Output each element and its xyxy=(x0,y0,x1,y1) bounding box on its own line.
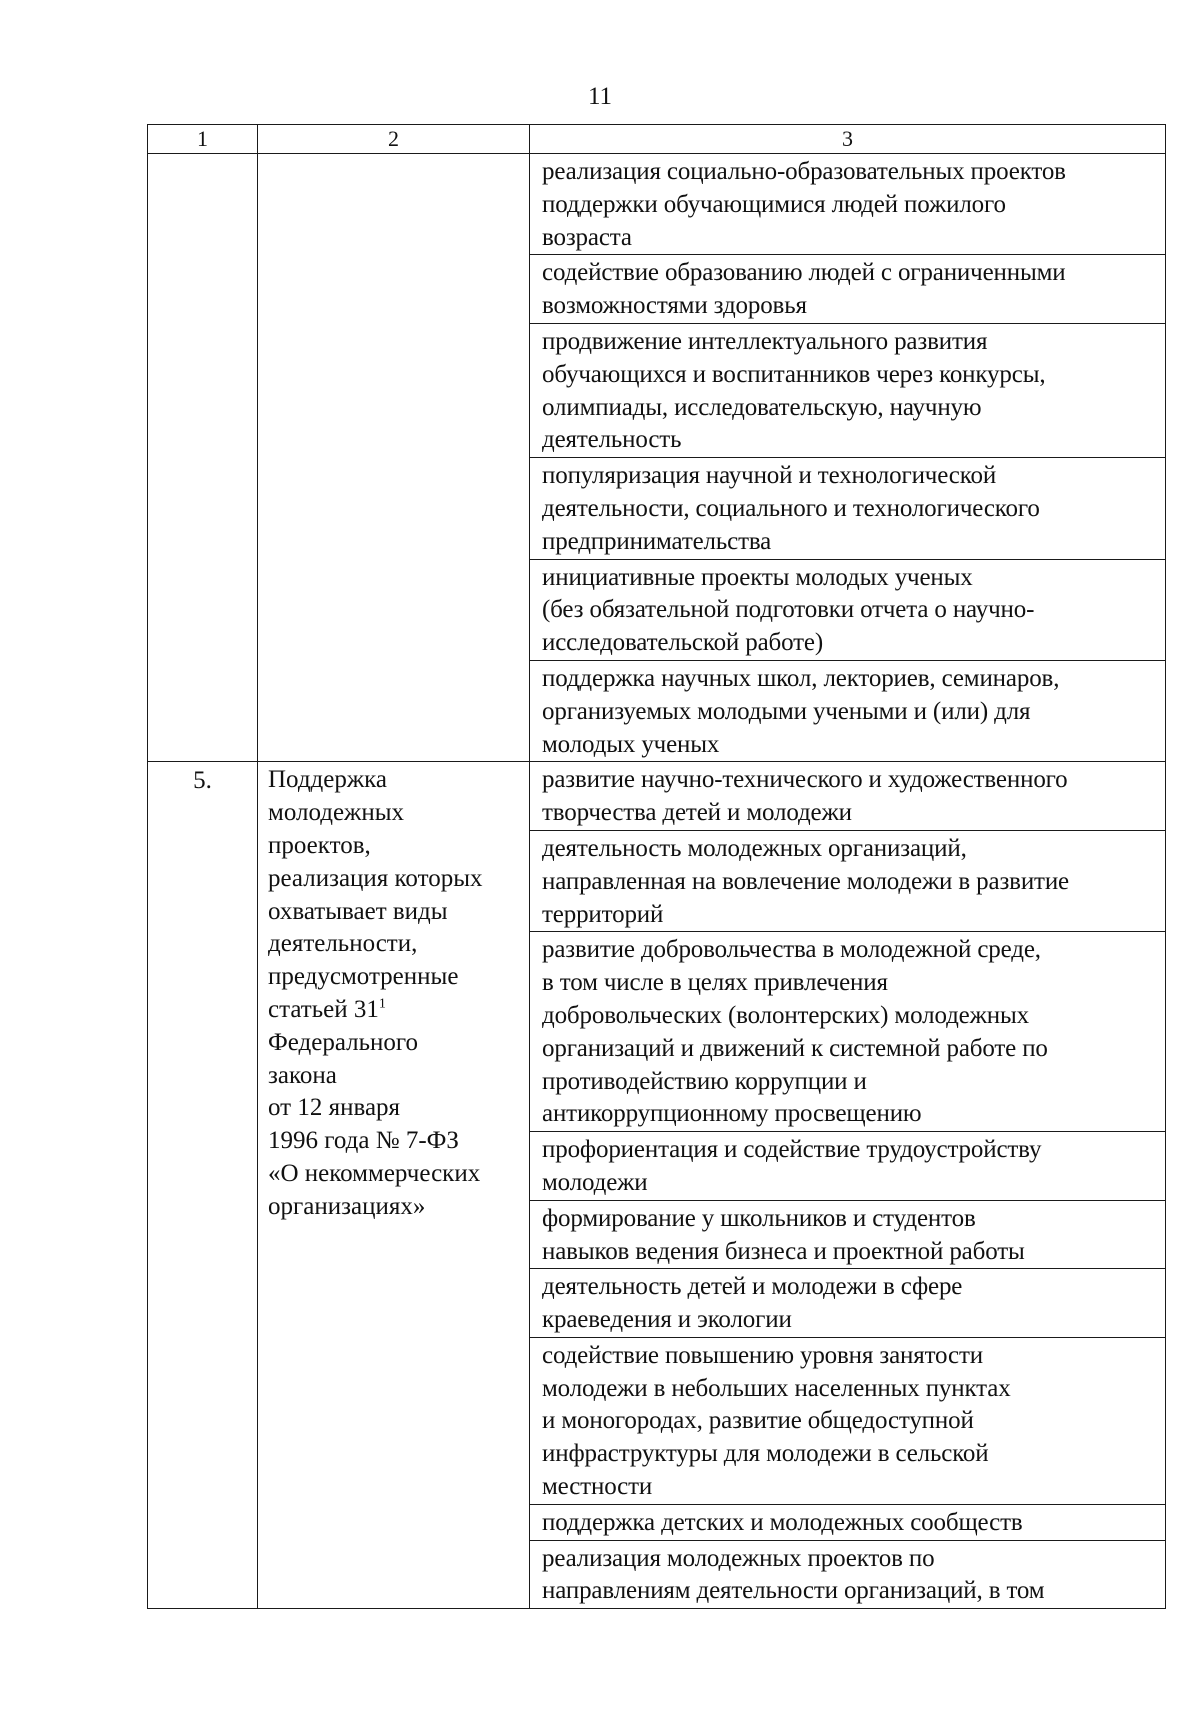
row-title-line: Федерального xyxy=(268,1028,419,1056)
activity-item-line: молодежи xyxy=(542,1168,648,1196)
row-title-line: Поддержка xyxy=(268,766,388,794)
activity-item-line: продвижение интеллектуального развития xyxy=(542,327,988,355)
row-title-line: от 12 января xyxy=(268,1094,401,1122)
activity-item-line: деятельность молодежных организаций, xyxy=(542,834,967,862)
article-superscript: 1 xyxy=(378,996,386,1012)
activity-item-line: развитие научно-технического и художественного xyxy=(542,766,1068,794)
row-title-line: «О некоммерческих xyxy=(268,1159,481,1187)
row-title-cell xyxy=(258,762,530,1609)
activity-item-line: реализация социально-образовательных проектов xyxy=(542,158,1066,185)
activity-item xyxy=(530,831,1165,932)
row-title-cell xyxy=(258,154,530,762)
row-number-cell xyxy=(148,154,258,762)
activity-item-line: поддержки обучающимися людей пожилого xyxy=(542,190,1006,218)
activity-item xyxy=(530,1541,1165,1609)
row-title-line: закона xyxy=(268,1061,337,1089)
activity-item-line: формирование у школьников и студентов xyxy=(542,1204,976,1232)
activity-item-line: реализация молодежных проектов по xyxy=(542,1544,935,1572)
column-header-1: 1 xyxy=(148,125,258,154)
activity-item xyxy=(530,762,1165,831)
activity-item-line: противодействию коррупции и xyxy=(542,1067,867,1095)
activity-item xyxy=(530,661,1165,761)
activity-item-line: профориентация и содействие трудоустройству xyxy=(542,1136,1042,1164)
activity-item-line: и моногородах, развитие общедоступной xyxy=(542,1407,974,1435)
column-header-3: 3 xyxy=(530,125,1166,154)
activity-item-line: инициативные проекты молодых ученых xyxy=(542,563,973,591)
activity-item-line: инфраструктуры для молодежи в сельской xyxy=(542,1440,989,1468)
activity-item-line: содействие образованию людей с ограниченными xyxy=(542,259,1066,287)
row-title-line: 1996 года № 7-ФЗ xyxy=(268,1127,459,1155)
row-number-cell: 5. xyxy=(148,762,258,1609)
row-title-line: предусмотренные xyxy=(268,963,459,991)
activity-item-line: навыков ведения бизнеса и проектной работы xyxy=(542,1237,1025,1265)
activity-item-line: организуемых молодыми учеными и (или) для xyxy=(542,697,1031,725)
row-title-line-text: статьей 31 xyxy=(268,995,379,1023)
activity-item xyxy=(530,932,1165,1132)
row-title-line: проектов, xyxy=(268,831,371,859)
activity-item xyxy=(530,560,1165,661)
activity-item xyxy=(530,1201,1165,1270)
activity-item-line: деятельность xyxy=(542,426,682,454)
activity-item-line: (без обязательной подготовки отчета о научно- xyxy=(542,596,1035,624)
document-table xyxy=(147,124,1166,1609)
row-title-line xyxy=(268,994,523,1027)
activity-item-line: популяризация научной и технологической xyxy=(542,462,997,490)
activity-item xyxy=(530,324,1165,458)
activity-item-line: обучающихся и воспитанников через конкурсы, xyxy=(542,360,1046,388)
row-title-line: деятельности, xyxy=(268,930,418,958)
activity-item xyxy=(530,458,1165,559)
activity-item xyxy=(530,1132,1165,1201)
activity-item-line: молодых ученых xyxy=(542,730,720,758)
activity-item-line: в том числе в целях привлечения xyxy=(542,969,888,997)
activity-item-line: деятельность детей и молодежи в сфере xyxy=(542,1273,963,1301)
activity-item-line: краеведения и экологии xyxy=(542,1306,792,1334)
row-items-cell xyxy=(530,762,1166,1609)
activity-item-line: содействие повышению уровня занятости xyxy=(542,1341,983,1369)
activity-item-line: деятельности, социального и технологического xyxy=(542,494,1040,522)
row-title-line: охватывает виды xyxy=(268,897,448,925)
page-number: 11 xyxy=(587,83,613,110)
activity-item-line: молодежи в небольших населенных пунктах xyxy=(542,1374,1011,1402)
activity-item xyxy=(530,1338,1165,1505)
activity-item xyxy=(530,255,1165,324)
activity-item xyxy=(530,1505,1165,1541)
table-row-continuation xyxy=(148,154,1166,762)
activity-item-line: антикоррупционному просвещению xyxy=(542,1100,922,1128)
column-header-2: 2 xyxy=(258,125,530,154)
table-row-5 xyxy=(148,762,1166,1609)
activity-item-line: возможностями здоровья xyxy=(542,292,807,320)
activity-item-line: исследовательской работе) xyxy=(542,629,824,657)
activity-item-line: организаций и движений к системной работе по xyxy=(542,1034,1048,1062)
activity-item-line: направленная на вовлечение молодежи в развитие xyxy=(542,867,1069,895)
activity-item-line: поддержка научных школ, лекториев, семинаров, xyxy=(542,664,1060,692)
activity-item-line: направлениям деятельности организаций, в том xyxy=(542,1577,1045,1605)
row-title-line: организациях» xyxy=(268,1192,426,1220)
activity-item xyxy=(530,154,1165,255)
activity-item xyxy=(530,1269,1165,1338)
activity-item-line: поддержка детских и молодежных сообществ xyxy=(542,1508,1023,1536)
row-title-line: молодежных xyxy=(268,799,405,827)
table-header-row xyxy=(148,125,1166,154)
activity-item-line: развитие добровольчества в молодежной среде, xyxy=(542,936,1041,964)
activity-item-line: местности xyxy=(542,1473,653,1501)
activity-item-line: территорий xyxy=(542,900,664,928)
row-title-line: реализация которых xyxy=(268,864,483,892)
row-items-cell xyxy=(530,154,1166,762)
activity-item-line: предпринимательства xyxy=(542,527,772,555)
activity-item-line: добровольческих (волонтерских) молодежных xyxy=(542,1001,1029,1029)
activity-item-line: возраста xyxy=(542,223,632,251)
activity-item-line: творчества детей и молодежи xyxy=(542,799,852,827)
activity-item-line: олимпиады, исследовательскую, научную xyxy=(542,393,982,421)
